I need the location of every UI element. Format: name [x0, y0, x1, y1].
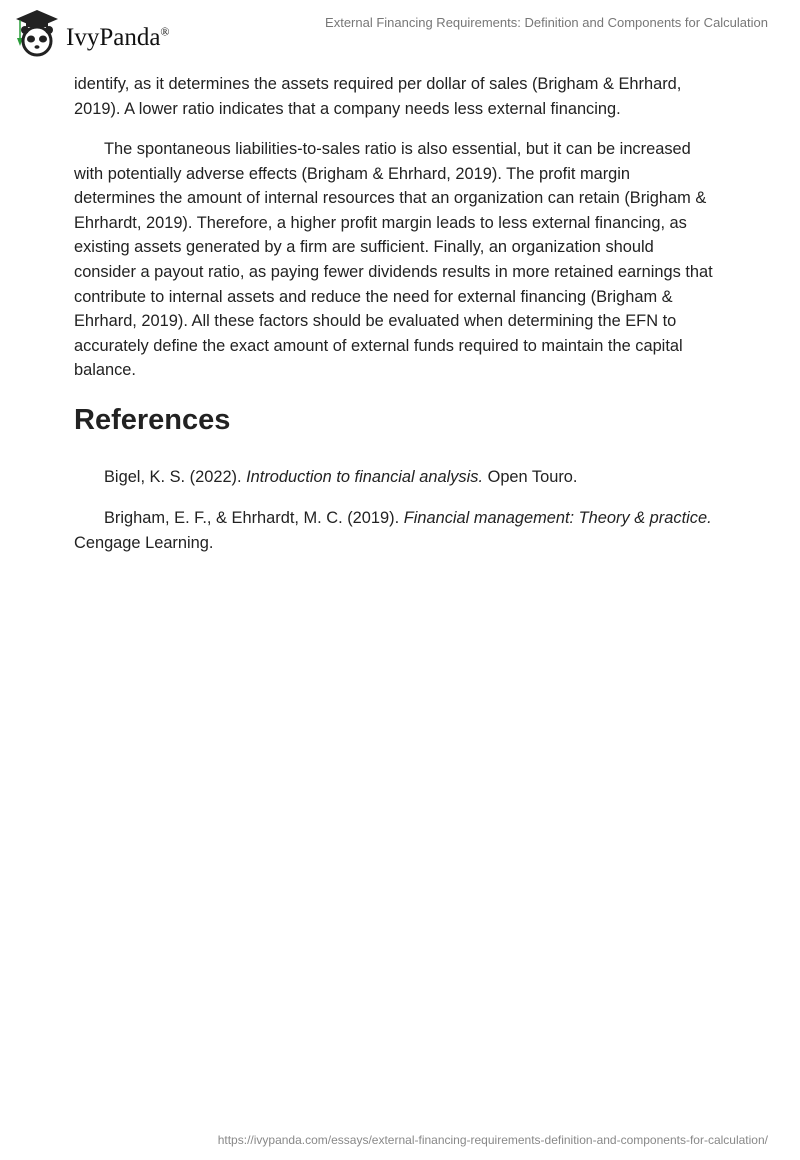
ivypanda-logo[interactable]: [12, 8, 170, 58]
reference-publisher: Open Touro.: [483, 468, 578, 486]
text-line: determines the amount of internal resources that an organization can retain (Brigham &: [74, 189, 707, 208]
panda-graduate-icon: [12, 8, 62, 58]
text-line: Ehrhardt, 2019). Therefore, a higher profit margin leads to less external financing, as: [74, 213, 687, 232]
reference-authors: Bigel, K. S. (2022).: [104, 468, 247, 486]
text-line: consider a payout ratio, as paying fewer dividends results in more retained earnings that: [74, 262, 713, 281]
text-line: contribute to internal assets and reduce the need for external financing (Brigham &: [74, 287, 673, 306]
text-line: with potentially adverse effects (Brigham & Ehrhard, 2019). The profit margin: [74, 164, 631, 183]
references-heading: References: [74, 404, 231, 436]
registered-mark: ®: [160, 24, 170, 39]
text-line: The spontaneous liabilities-to-sales ratio is also essential, but it can be increased: [104, 140, 691, 158]
logo-wordmark: IvyPanda: [66, 24, 161, 51]
paragraph-2: [74, 137, 744, 383]
text-line: accurately define the exact amount of external funds required to maintain the capital: [74, 336, 683, 355]
source-url[interactable]: https://ivypanda.com/essays/external-financing-requirements-definition-and-components-for-calculation/: [217, 1133, 768, 1147]
logo-text: [66, 24, 170, 52]
text-line: existing assets generated by a firm are sufficient. Finally, an organization should: [74, 238, 654, 257]
reference-title: Introduction to financial analysis.: [246, 468, 484, 486]
reference-title: Financial management: Theory & practice.: [403, 509, 712, 527]
text-line: 2019). A lower ratio indicates that a company needs less external financing.: [74, 99, 621, 118]
text-line: identify, as it determines the assets required per dollar of sales (Brigham & Ehrhard,: [74, 75, 682, 93]
text-line: Ehrhard, 2019). All these factors should be evaluated when determining the EFN to: [74, 312, 677, 331]
reference-publisher: Cengage Learning.: [74, 533, 214, 552]
document-title: External Financing Requirements: Definition and Components for Calculation: [325, 15, 768, 30]
text-line: balance.: [74, 361, 136, 380]
reference-authors: Brigham, E. F., & Ehrhardt, M. C. (2019).: [104, 509, 404, 527]
paragraph-1: [74, 72, 744, 121]
reference-item: [74, 506, 712, 555]
reference-item: [74, 465, 577, 490]
